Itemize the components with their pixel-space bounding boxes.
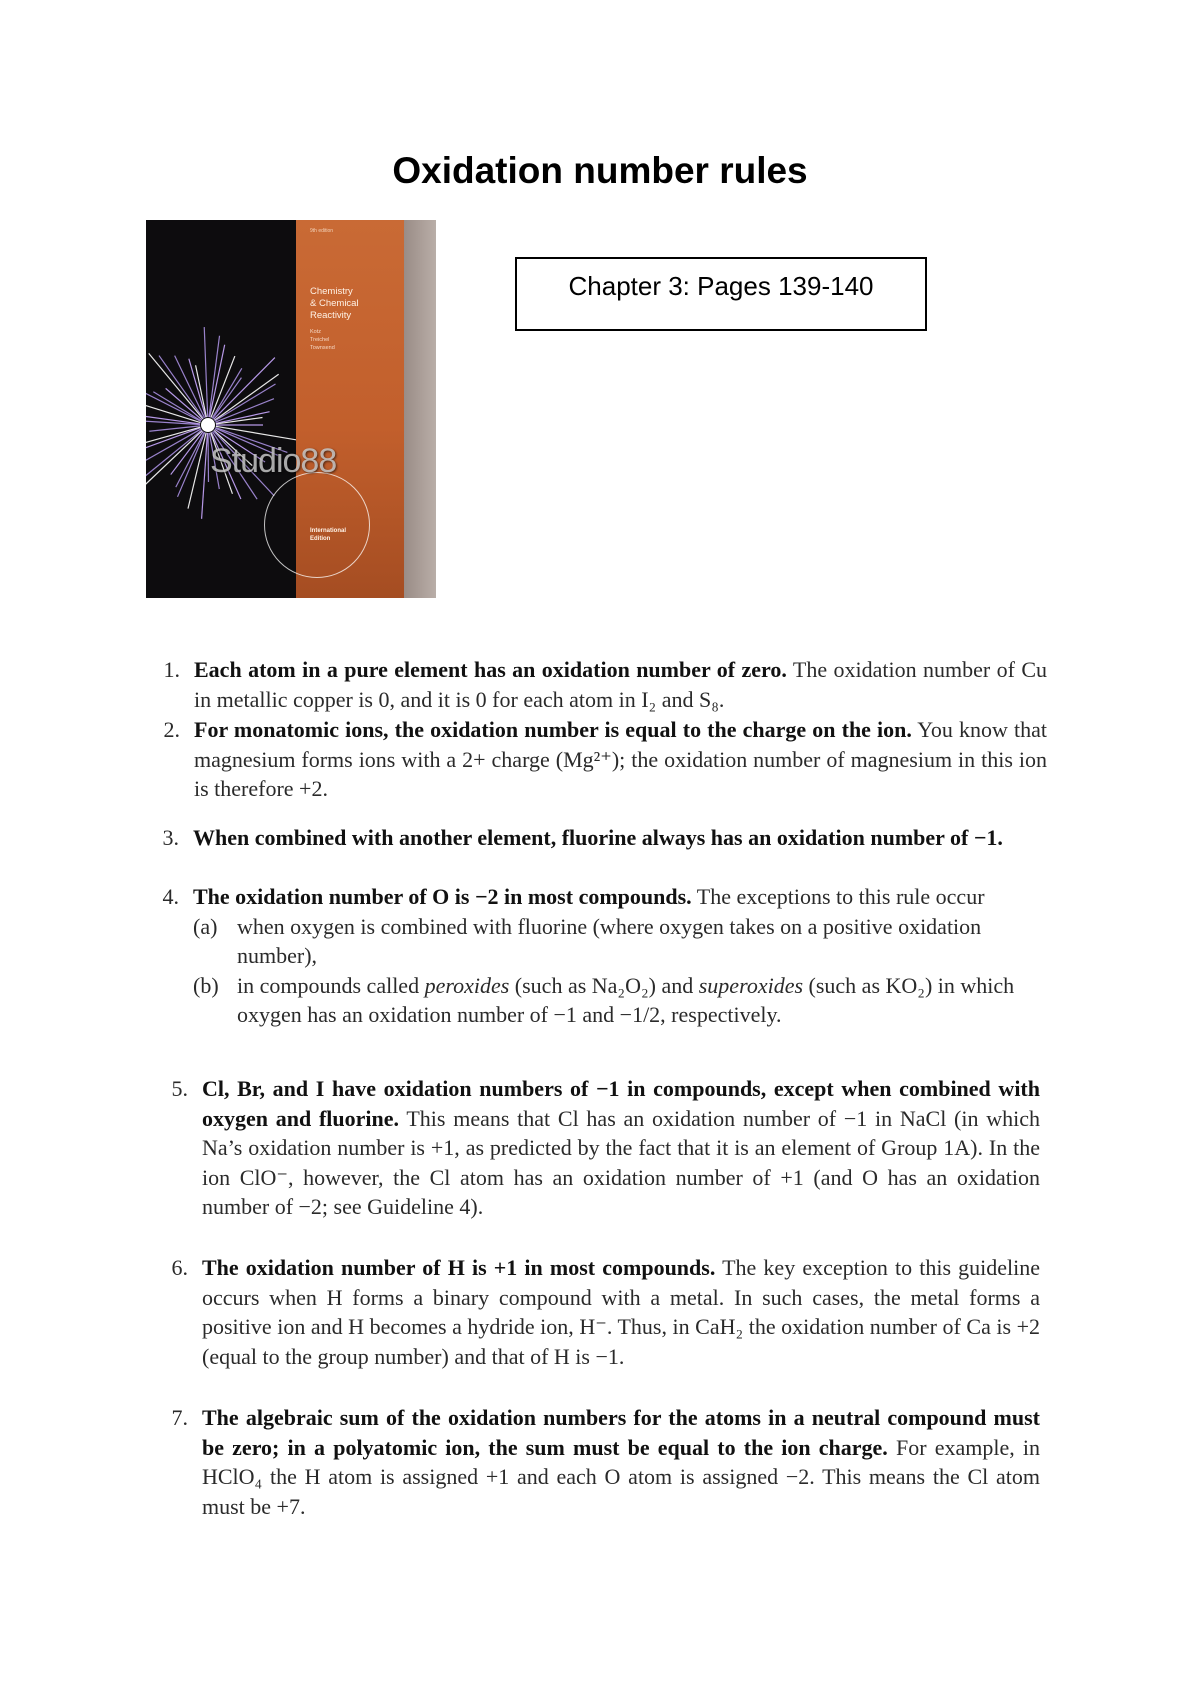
list-item <box>162 882 1038 1030</box>
rule-bold-text: When combined with another element, fluorine always has an oxidation number of −1. <box>193 825 1003 850</box>
sub-item <box>193 912 1038 971</box>
rule-bold-text: Each atom in a pure element has an oxidation number of zero. <box>194 657 787 682</box>
rule-bold-text: The oxidation number of H is +1 in most compounds. <box>202 1255 716 1280</box>
rule-bold-text: Cl, Br, and I have oxidation numbers of −1 in compounds, except when combined with oxygen and fluorine. <box>202 1076 1040 1131</box>
rule-text: The oxidation number of Cu in metallic copper is 0, and it is 0 for each atom in I₂ and S₈. <box>194 657 1047 712</box>
cover-book-title: Chemistry & Chemical Reactivity <box>310 286 359 321</box>
sub-item-emphasis: peroxides <box>424 972 510 998</box>
rule-text: This means that Cl has an oxidation number of −1 in NaCl (in which Na’s oxidation number is +1, as predicted by the fact that it is an element of Group 1A). In the ion ClO⁻, however, the Cl atom has an oxidation number of +1 (and O has an oxidation number of −2; see Guideline 4). <box>202 1105 1040 1219</box>
list-item <box>163 715 1047 804</box>
sub-item-letter: (b) <box>193 972 219 998</box>
rule-number: 3 . <box>149 823 179 853</box>
list-item <box>171 1403 1040 1521</box>
sub-item-text: (such as Na₂O₂) and <box>509 972 699 998</box>
book-cover-image <box>146 220 436 598</box>
cover-watermark: Studio88 <box>210 442 337 480</box>
chapter-reference-box: Chapter 3: Pages 139-140 <box>515 257 927 331</box>
rule-number: 4 . <box>149 882 179 912</box>
sub-item-letter: (a) <box>193 913 218 939</box>
rule-number: 2 . <box>150 715 180 745</box>
sub-item-text: in compounds called <box>237 972 425 998</box>
rule-text: For example, in HClO₄ the H atom is assigned +1 and each O atom is assigned −2. This means the Cl atom must be +7. <box>202 1434 1040 1519</box>
cover-authors: Kotz Treichel Townsend <box>310 329 335 351</box>
sub-item-text: when oxygen is combined with fluorine (where oxygen takes on a positive oxidation number), <box>237 913 982 968</box>
list-item <box>171 1074 1040 1222</box>
list-item <box>163 655 1047 714</box>
page-title: Oxidation number rules <box>392 150 808 191</box>
cover-edition: International Edition <box>310 528 347 542</box>
cover-side-strip <box>404 220 436 598</box>
rule-number: 1 . <box>150 655 180 685</box>
rule-number: 5 . <box>158 1074 188 1104</box>
rule-text: You know that magnesium forms ions with a 2+ charge (Mg²⁺); the oxidation number of magnesium in this ion is therefore +2. <box>194 717 1047 801</box>
rule-number: 6 . <box>158 1253 188 1283</box>
sub-item-text: (such as KO₂) in which oxygen has an oxidation number of −1 and −1/2, respectively. <box>237 972 1015 1027</box>
rule-bold-text: The oxidation number of O is −2 in most compounds. <box>193 884 692 909</box>
list-item <box>162 823 1038 853</box>
sub-item-emphasis: superoxides <box>698 972 804 998</box>
rule-text: The key exception to this guideline occurs when H forms a binary compound with a metal. In such cases, the metal forms a positive ion and H becomes a hydride ion, H⁻. Thus, in CaH₂ the oxidation number of Ca is +2 (equal to the group number) and that of H is −1. <box>202 1255 1041 1369</box>
cover-small-text: 9th edition <box>310 228 334 234</box>
sub-item <box>193 971 1038 1030</box>
rule-text: The exceptions to this rule occur <box>691 884 985 909</box>
rule-number: 7 . <box>158 1403 188 1433</box>
rule-bold-text: For monatomic ions, the oxidation number is equal to the charge on the ion. <box>194 717 912 742</box>
list-item <box>171 1253 1041 1371</box>
rule-bold-text: The algebraic sum of the oxidation numbers for the atoms in a neutral compound must be zero; in a polyatomic ion, the sum must be equal to the ion charge. <box>202 1405 1040 1460</box>
cover-ring-graphic <box>264 472 370 578</box>
